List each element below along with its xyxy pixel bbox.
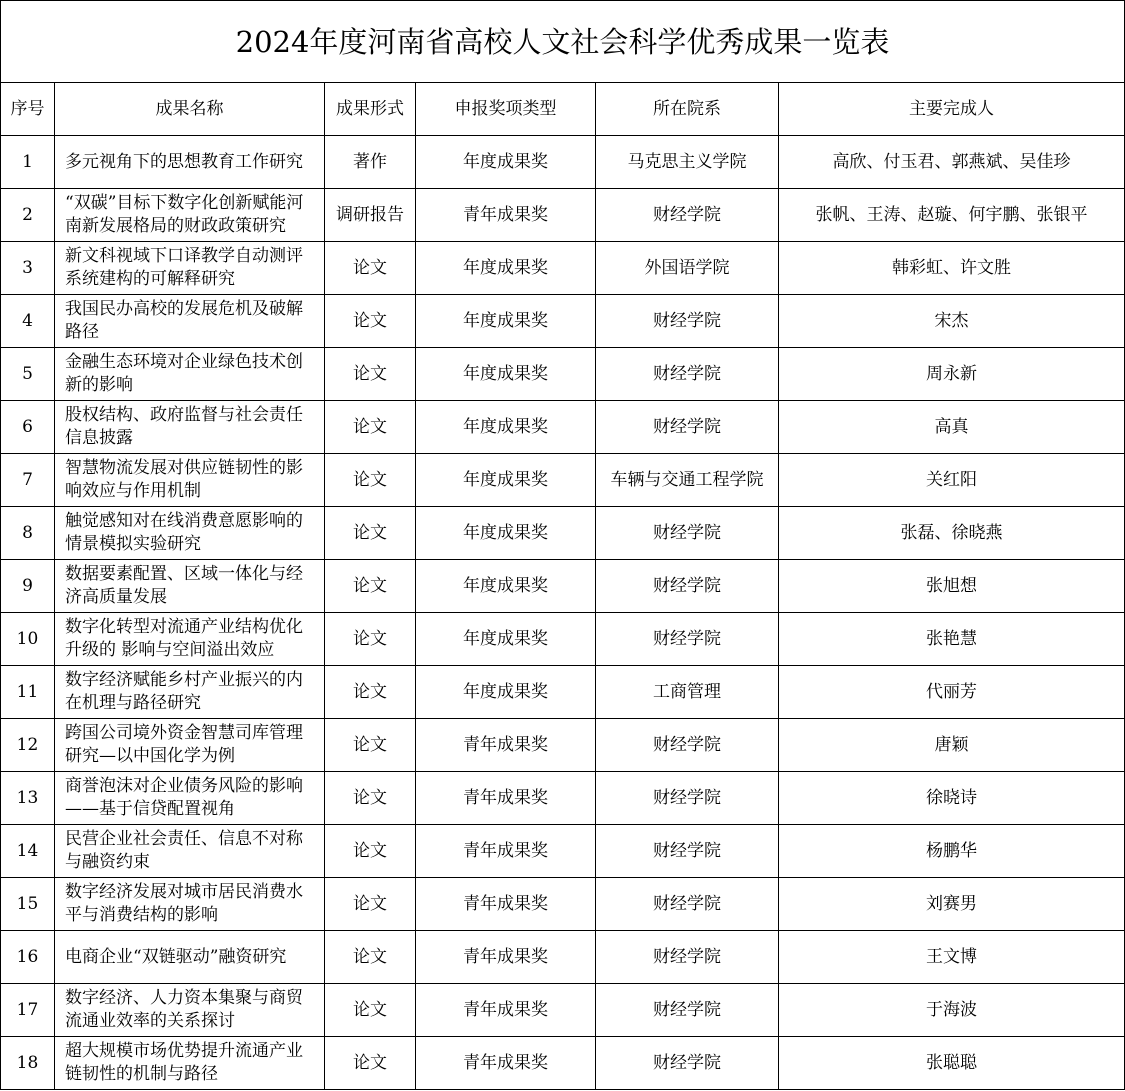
cell-award[interactable]: 年度成果奖 (416, 401, 596, 454)
table-row (1, 878, 1125, 931)
cell-name[interactable]: 金融生态环境对企业绿色技术创新的影响 (55, 348, 325, 401)
header-dept: 所在院系 (596, 83, 779, 136)
table-row (1, 1037, 1125, 1090)
cell-award[interactable]: 青年成果奖 (416, 931, 596, 984)
cell-form[interactable]: 论文 (325, 613, 416, 666)
cell-form[interactable]: 论文 (325, 1037, 416, 1090)
table-title: 2024年度河南省高校人文社会科学优秀成果一览表 (1, 1, 1125, 83)
table-row (1, 931, 1125, 984)
cell-index[interactable]: 5 (1, 348, 55, 401)
cell-index[interactable]: 9 (1, 560, 55, 613)
cell-index[interactable]: 7 (1, 454, 55, 507)
cell-dept[interactable]: 外国语学院 (596, 242, 779, 295)
cell-name[interactable]: 跨国公司境外资金智慧司库管理研究—以中国化学为例 (55, 719, 325, 772)
cell-name[interactable]: 触觉感知对在线消费意愿影响的情景模拟实验研究 (55, 507, 325, 560)
table-row (1, 984, 1125, 1037)
cell-name[interactable]: 智慧物流发展对供应链韧性的影响效应与作用机制 (55, 454, 325, 507)
cell-authors[interactable]: 关红阳 (779, 454, 1125, 507)
cell-authors[interactable]: 徐晓诗 (779, 772, 1125, 825)
cell-dept[interactable]: 财经学院 (596, 507, 779, 560)
cell-dept[interactable]: 财经学院 (596, 825, 779, 878)
cell-award[interactable]: 青年成果奖 (416, 772, 596, 825)
cell-authors[interactable]: 高欣、付玉君、郭燕斌、吴佳珍 (779, 136, 1125, 189)
cell-form[interactable]: 论文 (325, 719, 416, 772)
cell-form[interactable]: 论文 (325, 507, 416, 560)
cell-index[interactable]: 8 (1, 507, 55, 560)
cell-index[interactable]: 14 (1, 825, 55, 878)
cell-dept[interactable]: 财经学院 (596, 719, 779, 772)
cell-index[interactable]: 15 (1, 878, 55, 931)
cell-index[interactable]: 4 (1, 295, 55, 348)
cell-name[interactable]: 超大规模市场优势提升流通产业链韧性的机制与路径 (55, 1037, 325, 1090)
cell-form[interactable]: 论文 (325, 825, 416, 878)
cell-dept[interactable]: 财经学院 (596, 348, 779, 401)
cell-award[interactable]: 青年成果奖 (416, 189, 596, 242)
cell-form[interactable]: 论文 (325, 348, 416, 401)
cell-authors[interactable]: 于海波 (779, 984, 1125, 1037)
cell-name[interactable]: 商誉泡沫对企业债务风险的影响——基于信贷配置视角 (55, 772, 325, 825)
cell-name[interactable]: 新文科视域下口译教学自动测评系统建构的可解释研究 (55, 242, 325, 295)
cell-award[interactable]: 青年成果奖 (416, 878, 596, 931)
cell-dept[interactable]: 工商管理 (596, 666, 779, 719)
table-row (1, 507, 1125, 560)
header-authors: 主要完成人 (779, 83, 1125, 136)
cell-form[interactable]: 论文 (325, 878, 416, 931)
cell-dept[interactable]: 财经学院 (596, 984, 779, 1037)
table-row (1, 666, 1125, 719)
cell-award[interactable]: 青年成果奖 (416, 984, 596, 1037)
cell-award[interactable]: 年度成果奖 (416, 295, 596, 348)
cell-dept[interactable]: 财经学院 (596, 295, 779, 348)
cell-name[interactable]: 数字经济赋能乡村产业振兴的内在机理与路径研究 (55, 666, 325, 719)
cell-form[interactable]: 调研报告 (325, 189, 416, 242)
table-row (1, 560, 1125, 613)
cell-form[interactable]: 论文 (325, 454, 416, 507)
cell-index[interactable]: 2 (1, 189, 55, 242)
cell-award[interactable]: 年度成果奖 (416, 560, 596, 613)
cell-authors[interactable]: 张旭想 (779, 560, 1125, 613)
table-row (1, 295, 1125, 348)
title-row (1, 1, 1125, 83)
cell-form[interactable]: 论文 (325, 401, 416, 454)
cell-index[interactable]: 12 (1, 719, 55, 772)
cell-award[interactable]: 年度成果奖 (416, 454, 596, 507)
cell-dept[interactable]: 财经学院 (596, 1037, 779, 1090)
cell-name[interactable]: 民营企业社会责任、信息不对称与融资约束 (55, 825, 325, 878)
cell-form[interactable]: 论文 (325, 242, 416, 295)
table-row (1, 136, 1125, 189)
cell-form[interactable]: 论文 (325, 931, 416, 984)
cell-name[interactable]: “双碳”目标下数字化创新赋能河南新发展格局的财政政策研究 (55, 189, 325, 242)
cell-form[interactable]: 论文 (325, 560, 416, 613)
table-row (1, 401, 1125, 454)
cell-dept[interactable]: 财经学院 (596, 189, 779, 242)
cell-name[interactable]: 数字经济、人力资本集聚与商贸流通业效率的关系探讨 (55, 984, 325, 1037)
table-row (1, 825, 1125, 878)
cell-award[interactable]: 年度成果奖 (416, 136, 596, 189)
cell-authors[interactable]: 张聪聪 (779, 1037, 1125, 1090)
table-body (1, 136, 1125, 1090)
cell-form[interactable]: 著作 (325, 136, 416, 189)
cell-award[interactable]: 青年成果奖 (416, 719, 596, 772)
cell-authors[interactable]: 周永新 (779, 348, 1125, 401)
cell-authors[interactable]: 高真 (779, 401, 1125, 454)
table-row (1, 613, 1125, 666)
cell-authors[interactable]: 唐颖 (779, 719, 1125, 772)
header-award: 申报奖项类型 (416, 83, 596, 136)
cell-index[interactable]: 16 (1, 931, 55, 984)
table-row (1, 719, 1125, 772)
cell-award[interactable]: 年度成果奖 (416, 507, 596, 560)
header-form: 成果形式 (325, 83, 416, 136)
cell-dept[interactable]: 车辆与交通工程学院 (596, 454, 779, 507)
cell-authors[interactable]: 王文博 (779, 931, 1125, 984)
cell-authors[interactable]: 韩彩虹、许文胜 (779, 242, 1125, 295)
cell-index[interactable]: 13 (1, 772, 55, 825)
cell-authors[interactable]: 张磊、徐晓燕 (779, 507, 1125, 560)
cell-award[interactable]: 年度成果奖 (416, 348, 596, 401)
cell-award[interactable]: 年度成果奖 (416, 613, 596, 666)
cell-form[interactable]: 论文 (325, 984, 416, 1037)
table-row (1, 189, 1125, 242)
cell-award[interactable]: 青年成果奖 (416, 825, 596, 878)
cell-dept[interactable]: 财经学院 (596, 401, 779, 454)
cell-name[interactable]: 多元视角下的思想教育工作研究 (55, 136, 325, 189)
cell-name[interactable]: 数据要素配置、区域一体化与经济高质量发展 (55, 560, 325, 613)
cell-index[interactable]: 1 (1, 136, 55, 189)
cell-authors[interactable]: 刘赛男 (779, 878, 1125, 931)
cell-form[interactable]: 论文 (325, 295, 416, 348)
cell-dept[interactable]: 财经学院 (596, 878, 779, 931)
table-row (1, 772, 1125, 825)
cell-form[interactable]: 论文 (325, 772, 416, 825)
header-index: 序号 (1, 83, 55, 136)
cell-dept[interactable]: 财经学院 (596, 931, 779, 984)
cell-name[interactable]: 数字化转型对流通产业结构优化升级的 影响与空间溢出效应 (55, 613, 325, 666)
cell-dept[interactable]: 财经学院 (596, 772, 779, 825)
cell-authors[interactable]: 张艳慧 (779, 613, 1125, 666)
table-row (1, 348, 1125, 401)
cell-index[interactable]: 11 (1, 666, 55, 719)
cell-index[interactable]: 3 (1, 242, 55, 295)
cell-award[interactable]: 青年成果奖 (416, 1037, 596, 1090)
cell-index[interactable]: 17 (1, 984, 55, 1037)
cell-index[interactable]: 10 (1, 613, 55, 666)
cell-name[interactable]: 电商企业“双链驱动”融资研究 (55, 931, 325, 984)
cell-award[interactable]: 年度成果奖 (416, 666, 596, 719)
header-row (1, 83, 1125, 136)
cell-dept[interactable]: 财经学院 (596, 560, 779, 613)
cell-form[interactable]: 论文 (325, 666, 416, 719)
header-name: 成果名称 (55, 83, 325, 136)
cell-authors[interactable]: 杨鹏华 (779, 825, 1125, 878)
cell-dept[interactable]: 财经学院 (596, 613, 779, 666)
cell-authors[interactable]: 张帆、王涛、赵璇、何宇鹏、张银平 (779, 189, 1125, 242)
table-row (1, 242, 1125, 295)
cell-index[interactable]: 18 (1, 1037, 55, 1090)
table-row (1, 454, 1125, 507)
cell-award[interactable]: 年度成果奖 (416, 242, 596, 295)
cell-authors[interactable]: 代丽芳 (779, 666, 1125, 719)
cell-name[interactable]: 股权结构、政府监督与社会责任信息披露 (55, 401, 325, 454)
cell-name[interactable]: 数字经济发展对城市居民消费水平与消费结构的影响 (55, 878, 325, 931)
cell-dept[interactable]: 马克思主义学院 (596, 136, 779, 189)
cell-name[interactable]: 我国民办高校的发展危机及破解路径 (55, 295, 325, 348)
cell-index[interactable]: 6 (1, 401, 55, 454)
cell-authors[interactable]: 宋杰 (779, 295, 1125, 348)
